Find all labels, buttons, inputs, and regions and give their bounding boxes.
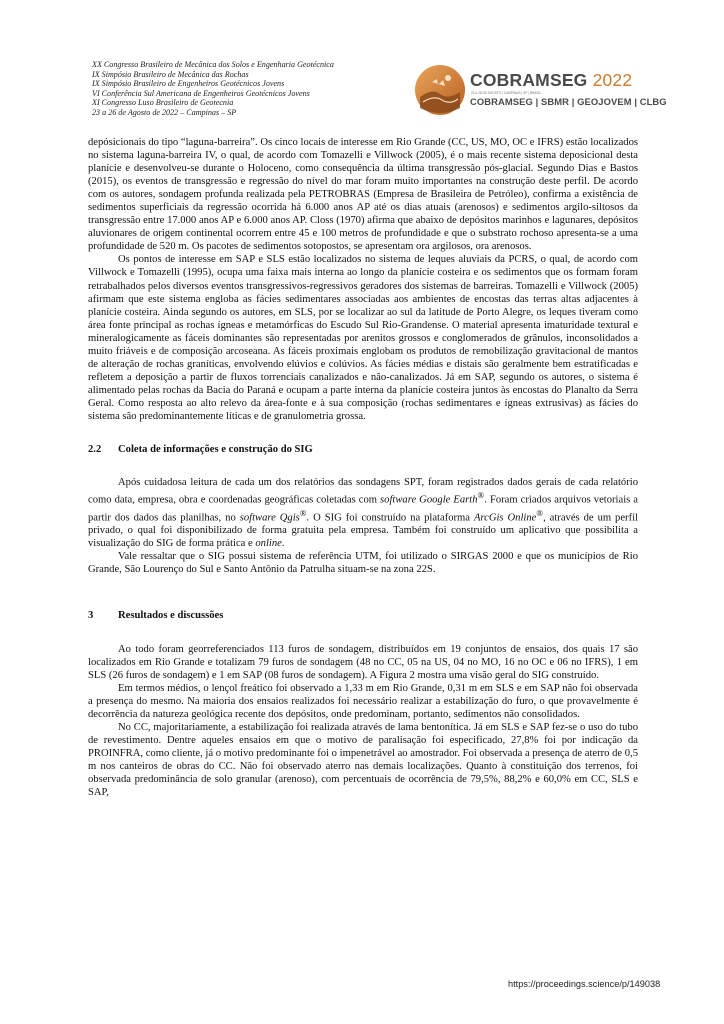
section-heading-3 [88, 609, 638, 622]
software-name: software Google Earth [380, 494, 478, 506]
paragraph: Vale ressaltar que o SIG possui sistema de referência UTM, foi utilizado o SIRGAS 2000 e que os municípios de Rio Grande, São Lourenço do Sul e Santo Antônio da Patrulha situam-se na zona 22S. [88, 551, 638, 576]
proceedings-link[interactable]: https://proceedings.science/p/149038 [508, 979, 661, 989]
logo-title [470, 70, 632, 91]
section-title: Coleta de informações e construção do SIG [118, 444, 313, 456]
software-name: ArcGis Online [473, 512, 537, 524]
registered-mark: ® [299, 507, 307, 518]
section-number: 2.2 [88, 444, 102, 456]
text-run: , através de um perfil privado, o qual foi disponibilizado de forma gratuita pela empresa. Também foi construído um aplicativo que possibilita a visualização do SIG de forma prática e [88, 512, 639, 550]
section-heading-2-2 [88, 443, 638, 456]
header-line: VI Conferência Sul Americana de Engenheiros Geotécnicos Jovens [92, 88, 310, 98]
paragraph: No CC, majoritariamente, a estabilização foi realizada através de lama bentonítica. Já em SLS e SAP fez-se o uso do tubo de revestimento. Dentre aqueles ensaios em que o motivo de paralisação foi especificado, 27,8% foi por indicação da PROINFRA, como cliente, já o motivo predominante foi o impenetrável ao amostrador. Foi observada a presença de aterro de 0,5 m nos canteiros de obras do CC. Não foi observado aterro nas demais localizações. Quanto à constituição dos terrenos, foi observada predominância de solo granular (arenoso), com percentuais de ocorrência de 79,5%, 88,2% e 60,0% em CC, SLS e SAP, [88, 721, 638, 799]
paragraph: Em termos médios, o lençol freático foi observado a 1,33 m em Rio Grande, 0,31 m em SLS e em SAP não foi observada a presença do mesmo. Na maioria dos ensaios realizados foi necessário realizar a estabilização do furo, o que provavelmente é decorrência da natureza geológica recente dos depósitos, onde predominam, portanto, sedimentos não consolidados. [88, 682, 638, 720]
paper-body [88, 136, 638, 799]
section-number: 3 [88, 610, 94, 622]
header-line: 23 a 26 de Agosto de 2022 – Campinas – SP [92, 107, 237, 117]
registered-mark: ® [477, 490, 485, 501]
text-run: . O SIG foi construído na plataforma [306, 512, 474, 524]
header-line: XX Congresso Brasileiro de Mecânica dos Solos e Engenharia Geotécnica [92, 60, 334, 69]
logo-emblem-icon [414, 64, 466, 116]
paragraph: Os pontos de interesse em SAP e SLS estão localizados no sistema de leques aluviais da PCRS, o qual, de acordo com Villwock e Tomazelli (1995), ocupa uma faixa mais interna ao longo da planície costeira e os sedimentos que os formam foram retrabalhados pelos diversos eventos transgressivos-regressivos geradores dos sistemas de barreiras. Tomazelli e Villwock (2005) afirmam que este sistema engloba as fácies sedimentares associadas aos ambientes de encostas das terras altas adjacentes à planície costeira. Ainda segundo os autores, em SLS, por se localizar ao sul da latitude de Porto Alegre, os leques tiveram como área fonte principal as rochas ígneas e metamórficas do Escudo Sul Rio-Grandense. O material apresenta imaturidade textural e mineralogicamente as fáceis dominantes são representadas por arenitos grossos e conglomerados de grânulos, inconsolidados a muito friáveis e de composição arcoseana. As fáceis proximais englobam os produtos de remobilização gravitacional de mantos de alteração de rochas graníticas, envolvendo elúvios e colúvios. As fácies médias e distais são geralmente bem estratificadas e refletem a deposição a partir de fluxos torrenciais canalizados e não-canalizados. Já em SAP, segundo os autores, o sistema é alimentado pelas rochas da Bacia do Paraná e ocupam a parte interna da planície costeira juntos às encostas do Planalto da Serra Geral. Como resposta ao alto relevo da área-fonte e à sua composição (rochas sedimentares e ígneas extrusivas) as fácies do sistema são predominantemente líticas e de granulometria grossa. [88, 254, 638, 422]
logo-brand: COBRAMSEG [470, 70, 588, 90]
paragraph: depósicionais do tipo “laguna-barreira”. Os cinco locais de interesse em Rio Grande (CC, US, MO, OC e IFRS) estão localizados no sistema laguna-barreira IV, o qual, de acordo com Tomazelli e Villwock (2005), é o mais recente sistema deposicional desta planície e desenvolveu-se durante o Holoceno, como consequência da última transgressão pós-glacial. Segundo Dias e Bastos (2015), os eventos de transgressão e regressão do nível do mar foram muito importantes na construção deste perfil. De acordo com os autores, sondagem profunda realizada pela PETROBRAS (Empresa de Brasileira de Petróleo), confirma a existência de sedimentos superficiais da regressão ocorrida há 6.000 anos AP até os dias atuais (arenosos) e sedimentos argilo-siltosos da transgressão entre 17.000 anos AP e 6.000 anos AP. Closs (1970) afirma que abaixo de depósitos marinhos e lagunares, depósitos aluvionares de origem continental ocorrem entre 45 e 100 metros de profundidade e que o substrato rochoso apresenta-se a uma profundidade de 520 m. Os pacotes de sedimentos sotopostos, se apresentam ora argilosos, ora arenosos. [88, 137, 638, 253]
text-run: . Foram criados arquivos vetoriais a partir dos dados das planilhas, no [88, 494, 639, 524]
header-line: IX Simpósio Brasileiro de Mecânica das Rochas [92, 69, 249, 79]
logo-subtitle: COBRAMSEG | SBMR | GEOJOVEM | CLBG [470, 96, 667, 107]
paragraph: Ao todo foram georreferenciados 113 furos de sondagem, distribuídos em 19 conjuntos de ensaios, dos quais 17 são localizados em Rio Grande e totalizam 79 furos de sondagem (48 no CC, 05 na US, 04 no MO, 16 no OC e 06 no IFRS), 1 em SLS (26 furos de sondagem) e 1 em SAP (08 furos de sondagem). A Figura 2 mostra uma visão geral do SIG construído. [88, 643, 638, 681]
logo-small-text: 23 a 26 DE AGOSTO | CAMPINAS | SP | BRASIL [471, 91, 542, 95]
header-line: XI Congresso Luso Brasileiro de Geotecnia [92, 98, 234, 108]
emphasis: online [255, 538, 282, 550]
text-run: Após cuidadosa leitura de cada um dos relatórios das sondagens SPT, foram registrados dados gerais de cada relatório como data, empresa, obra e coordenadas geográficas coletadas com [88, 477, 638, 506]
logo-year: 2022 [592, 70, 633, 90]
paragraph [88, 476, 638, 550]
header-line: IX Simpósio Brasileiro de Engenheiros Geotécnicos Jovens [92, 79, 285, 89]
section-title: Resultados e discussões [118, 610, 224, 622]
registered-mark: ® [536, 507, 544, 518]
conference-header [92, 60, 422, 118]
text-run: . [281, 538, 285, 550]
software-name: software Qgis [239, 512, 300, 524]
cobramseg-logo [414, 64, 667, 116]
